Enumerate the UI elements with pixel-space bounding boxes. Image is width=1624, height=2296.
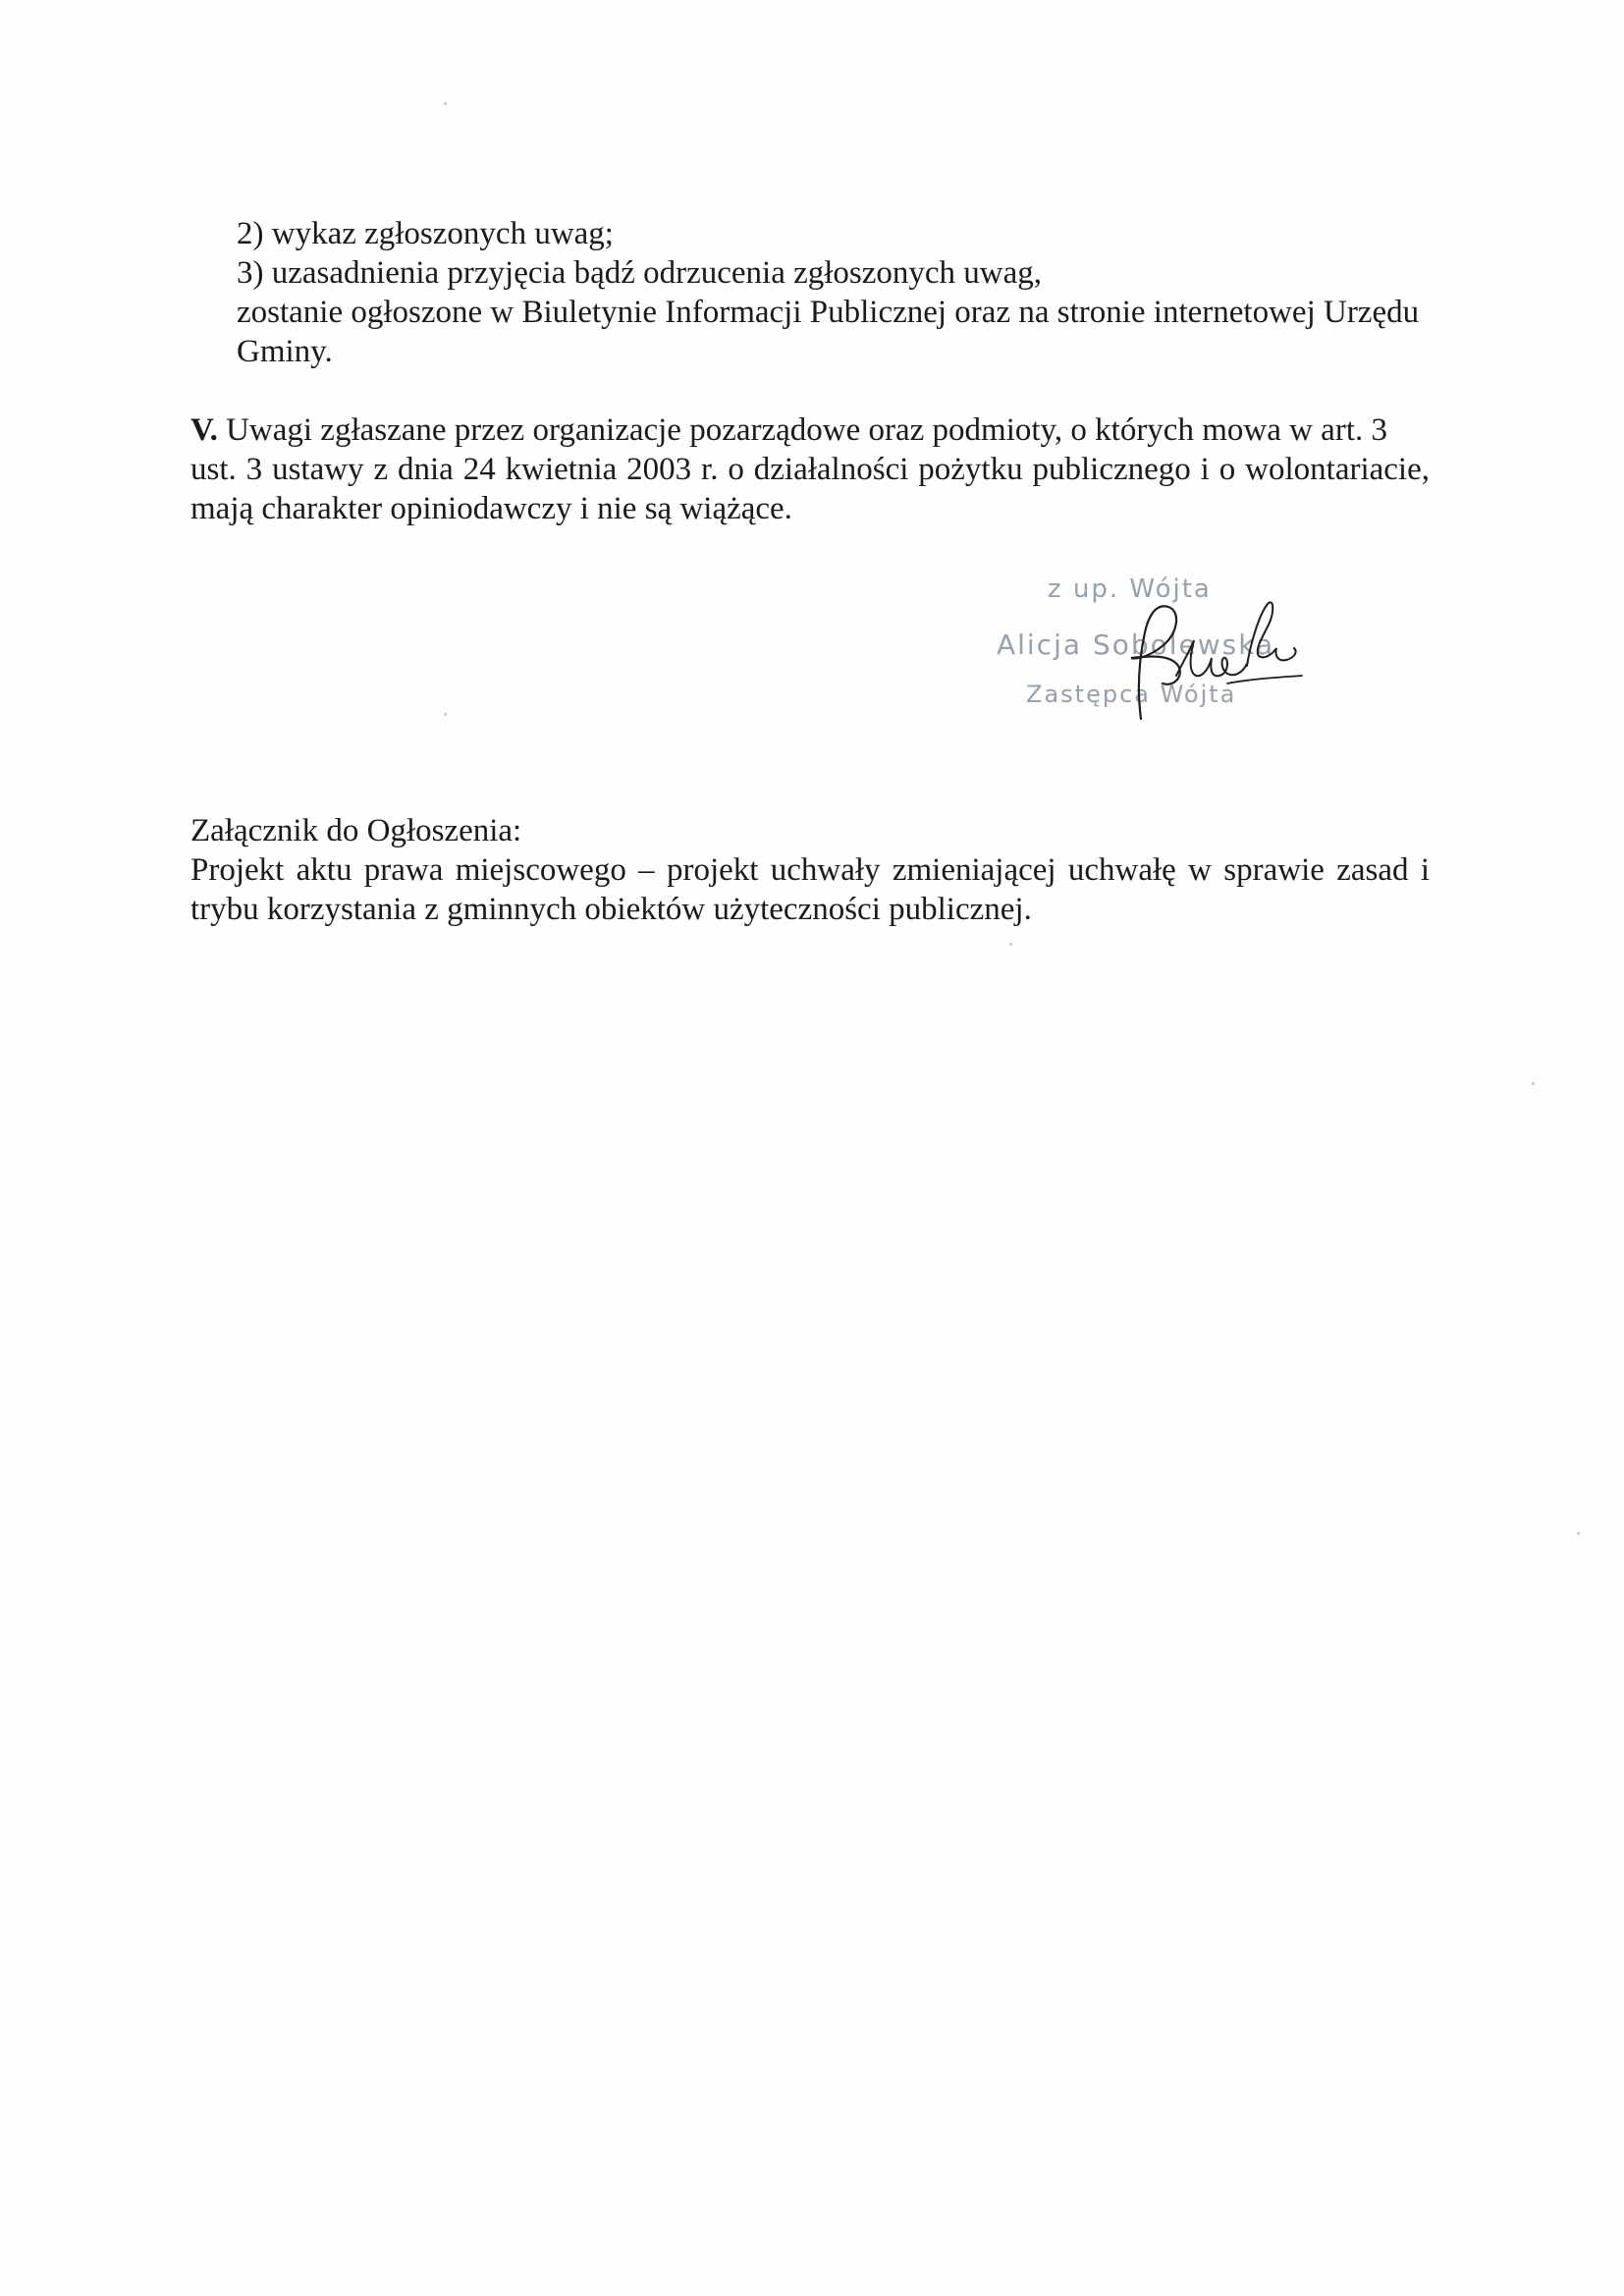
attachment-line: trybu korzystania z gminnych obiektów użyteczności publicznej. — [190, 892, 1032, 927]
list-item-2: 2) wykaz zgłoszonych uwag; — [237, 216, 614, 251]
paragraph-line: zostanie ogłoszone w Biuletynie Informacji Publicznej oraz na stronie internetowej Urzędu — [237, 295, 1420, 330]
attachment-heading: Załącznik do Ogłoszenia: — [190, 813, 522, 848]
scan-speck — [444, 713, 447, 716]
section-number: V. — [190, 412, 218, 448]
list-item-3: 3) uzasadnienia przyjęcia bądź odrzucenia zgłoszonych uwag, — [237, 255, 1043, 291]
stamp-line: Alicja Sobolewska — [997, 629, 1275, 661]
stamp-line: Zastępca Wójta — [1026, 681, 1237, 708]
scan-speck — [1577, 1532, 1580, 1535]
section-v-line: ust. 3 ustawy z dnia 24 kwietnia 2003 r. o działalności pożytku publicznego i o wolontariacie, — [190, 452, 1430, 487]
scan-speck — [444, 102, 447, 105]
section-text: Uwagi zgłaszane przez organizacje pozarządowe oraz podmioty, o których mowa w art. 3 — [217, 412, 1387, 448]
attachment-line: Projekt aktu prawa miejscowego – projekt uchwały zmieniającej uchwałę w sprawie zasad i — [190, 852, 1430, 888]
section-v-line — [190, 410, 1387, 450]
scan-speck — [1009, 943, 1012, 946]
paragraph-line: Gminy. — [237, 334, 333, 369]
handwritten-signature — [1080, 581, 1306, 729]
stamp-line: z up. Wójta — [1048, 574, 1212, 604]
scan-speck — [1532, 1082, 1535, 1085]
section-v-line: mają charakter opiniodawczy i nie są wiążące. — [190, 491, 792, 526]
